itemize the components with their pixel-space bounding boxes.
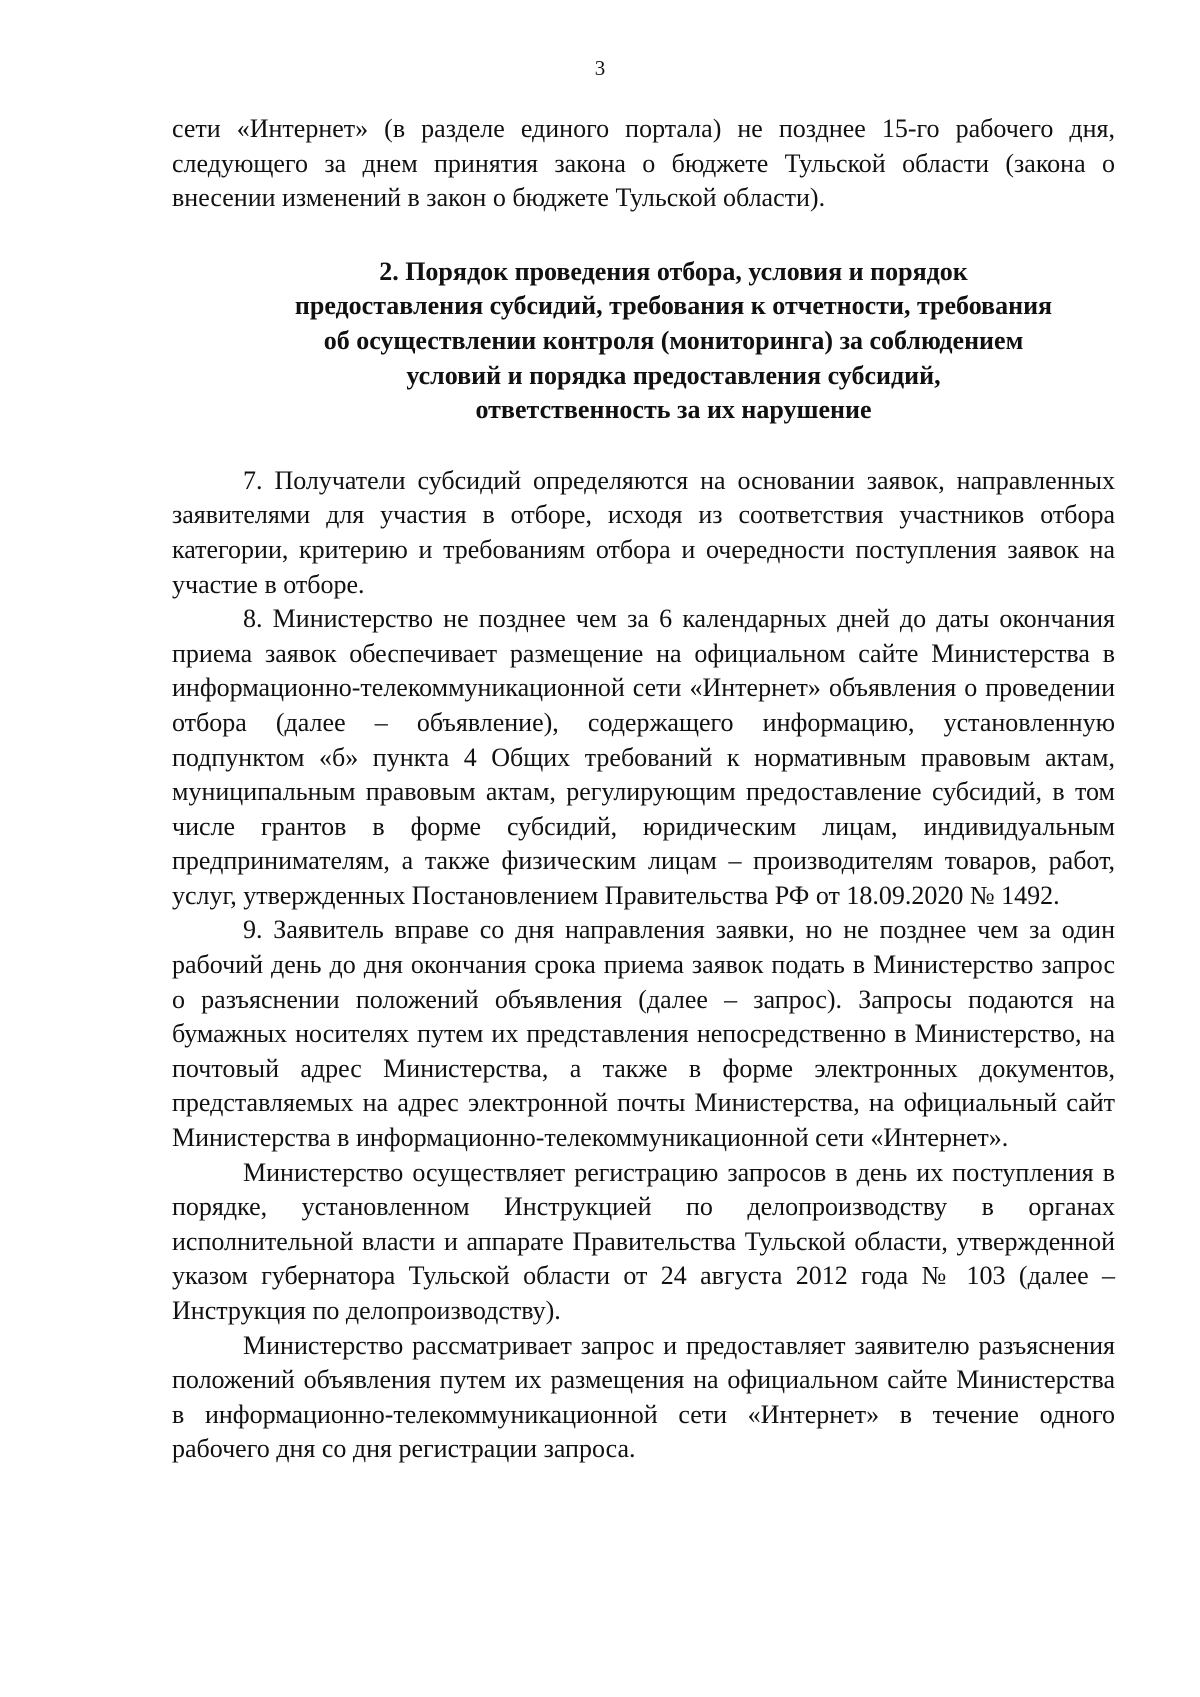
section-heading-line: предоставления субсидий, требования к отчетности, требования	[294, 291, 1053, 321]
paragraph-registration: Министерство осуществляет регистрацию запросов в день их поступления в порядке, установленном Инструкцией по делопроизводству в органах исполнительной власти и аппарате Правительства Тульской области, утвержденной указом губернатора Тульской области от 24 августа 2012 года № 103 (далее – Инструкция по делопроизводству).	[172, 1157, 1115, 1325]
document-body	[172, 112, 1115, 1467]
section-heading-line: ответственность за их нарушение	[475, 395, 872, 425]
paragraph-7: 7. Получатели субсидий определяются на основании заявок, направленных заявителями для участия в отборе, исходя из соответствия участников отбора категории, критерию и требованиям отбора и очередности поступления заявок на участие в отборе.	[172, 465, 1115, 599]
page-number: 3	[594, 56, 606, 80]
paragraph-8: 8. Министерство не позднее чем за 6 календарных дней до даты окончания приема заявок обеспечивает размещение на официальном сайте Министерства в информационно-телекоммуникационной сети «Интернет» объявления о проведении отбора (далее – объявление), содержащего информацию, установленную подпунктом «б» пункта 4 Общих требований к нормативным правовым актам, муниципальным правовым актам, регулирующим предоставление субсидий, в том числе грантов в форме субсидий, юридическим лицам, индивидуальным предпринимателям, а также физическим лицам – производителям товаров, работ, услуг, утвержденных Постановлением Правительства РФ от 18.09.2020 № 1492.	[172, 604, 1115, 910]
paragraph-clarification: Министерство рассматривает запрос и предоставляет заявителю разъяснения положений объявления путем их размещения на официальном сайте Министерства в информационно-телекоммуникационной сети «Интернет» в течение одного рабочего дня со дня регистрации запроса.	[172, 1330, 1115, 1464]
section-heading-line: об осуществлении контроля (мониторинга) за соблюдением	[323, 325, 1024, 355]
section-heading-line: 2. Порядок проведения отбора, условия и порядок	[379, 256, 968, 286]
section-heading-line: условий и порядка предоставления субсидий,	[406, 360, 941, 390]
paragraph-9: 9. Заявитель вправе со дня направления заявки, но не позднее чем за один рабочий день до дня окончания срока приема заявок подать в Министерство запрос о разъяснении положений объявления (далее – запрос). Запросы подаются на бумажных носителях путем их представления непосредственно в Министерство, на почтовый адрес Министерства, а также в форме электронных документов, представляемых на адрес электронной почты Министерства, на официальный сайт Министерства в информационно-телекоммуникационной сети «Интернет».	[172, 915, 1115, 1153]
intro-paragraph: сети «Интернет» (в разделе единого портала) не позднее 15-го рабочего дня, следующего за днем принятия закона о бюджете Тульской области (закона о внесении изменений в закон о бюджете Тульской области).	[172, 114, 1115, 213]
section-heading	[172, 255, 1115, 428]
